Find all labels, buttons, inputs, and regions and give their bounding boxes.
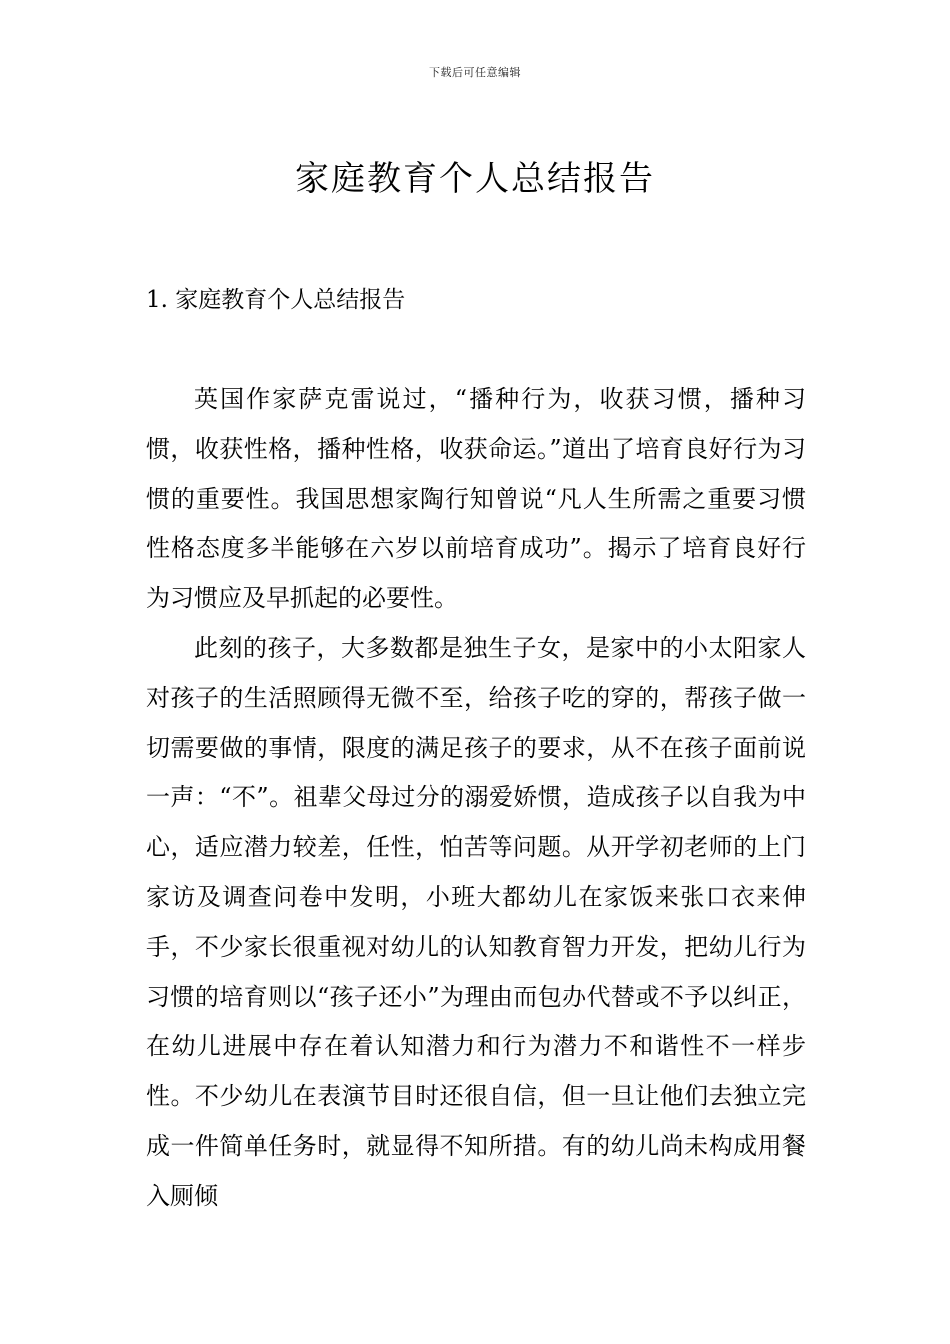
document-title: 家庭教育个人总结报告 xyxy=(295,158,655,199)
paragraph-2: 此刻的孩子，大多数都是独生子女，是家中的小太阳家人对孩子的生活照顾得无微不至，给孩子吃的穿的，帮孩子做一切需要做的事情，限度的满足孩子的要求，从不在孩子面前说一声：“不”。祖辈父母过分的溺爱娇惯，造成孩子以自我为中心，适应潜力较差，任性，怕苦等问题。从开学初老师的上门家访及调查问卷中发明，小班大都幼儿在家饭来张口衣来伸手，不少家长很重视对幼儿的认知教育智力开发，把幼儿行为习惯的培育则以“孩子还小”为理由而包办代替或不予以纠正，在幼儿进展中存在着认知潜力和行为潜力不和谐性不一样步性。不少幼儿在表演节目时还很自信，但一旦让他们去独立完成一件简单任务时，就显得不知所措。有的幼儿尚未构成用餐入厕倾 xyxy=(146,633,806,1210)
body-text xyxy=(146,375,806,1222)
header-note: 下载后可任意编辑 xyxy=(429,66,521,79)
paragraph-1: 英国作家萨克雷说过，“播种行为，收获习惯，播种习惯，收获性格，播种性格，收获命运。”道出了培育良好行为习惯的重要性。我国思想家陶行知曾说“凡人生所需之重要习惯性格态度多半能够在六岁以前培育成功”。揭示了培育良好行为习惯应及早抓起的必要性。 xyxy=(146,385,806,613)
section-heading: 1. 家庭教育个人总结报告 xyxy=(146,287,406,313)
